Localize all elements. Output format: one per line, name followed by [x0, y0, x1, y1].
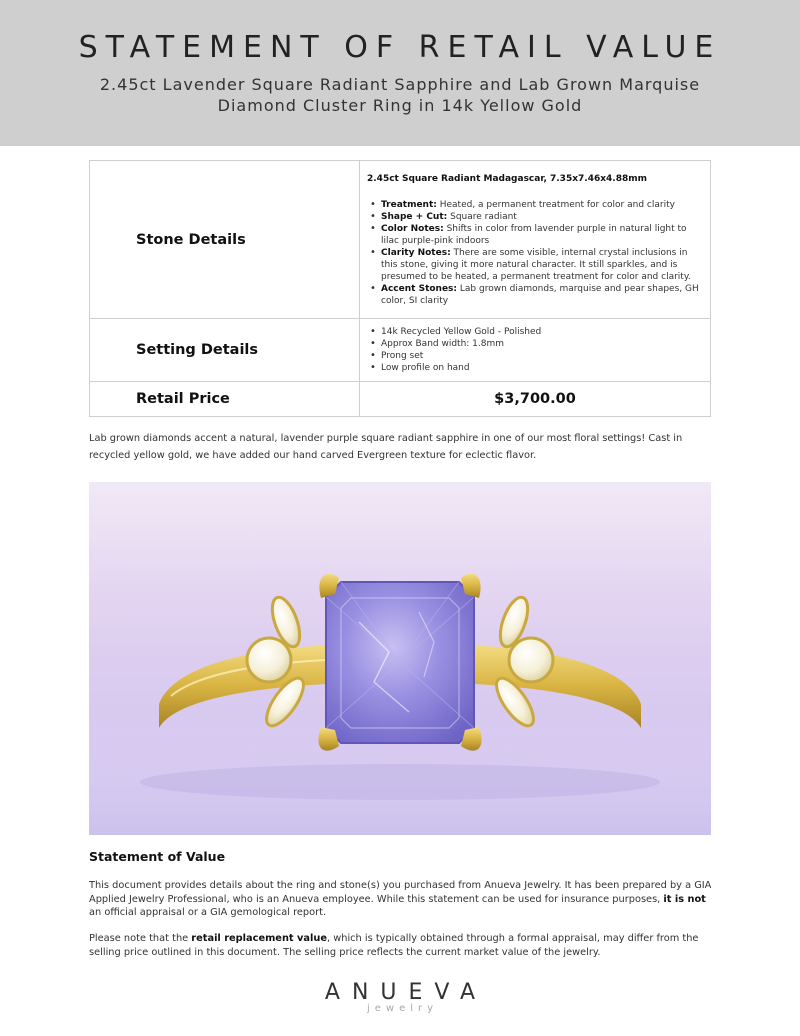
brand-subtitle: jewelry — [366, 1003, 439, 1014]
product-description: Lab grown diamonds accent a natural, lavender purple square radiant sapphire in one of our most floral settings! Cast in recycled yellow gold, we have added our hand carved Evergreen texture for eclectic flavor. — [89, 433, 683, 461]
list-item: • Accent Stones: Lab grown diamonds, marquise and pear shapes, GH color, SI clarity — [367, 283, 702, 307]
list-item: • Prong set — [367, 350, 702, 362]
list-item: • 14k Recycled Yellow Gold - Polished — [367, 326, 702, 338]
ring-photo — [89, 482, 711, 835]
setting-details-content — [360, 319, 711, 382]
retail-price-label: Retail Price — [90, 382, 360, 417]
retail-price-value: $3,700.00 — [360, 382, 711, 417]
stone-details-list — [367, 199, 702, 307]
setting-details-row — [90, 319, 711, 382]
statement-of-value-title: Statement of Value — [89, 849, 226, 864]
list-item: • Clarity Notes: There are some visible, internal crystal inclusions in this stone, giving it more natural character. It still sparkles, and is presumed to be heated, a permanent treatment for color and clarity. — [367, 247, 702, 283]
statement-paragraph-1: This document provides details about the ring and stone(s) you purchased from Anueva Jewelry. It has been prepared by a GIA Applied Jewelry Professional, who is an Anueva employee. While this statement can be used for insurance purposes, it is not an official appraisal or a GIA gemological report. — [89, 880, 712, 918]
statement-paragraph-2: Please note that the retail replacement value, which is typically obtained through a formal appraisal, may differ from the selling price outlined in this document. The selling price reflects the current market value of the jewelry. — [89, 933, 699, 958]
product-subtitle: 2.45ct Lavender Square Radiant Sapphire and Lab Grown Marquise Diamond Cluster Ring in 14k Yellow Gold — [99, 75, 701, 115]
header-banner — [0, 0, 800, 146]
stone-details-content — [360, 161, 711, 319]
stone-details-row — [90, 161, 711, 319]
ring-illustration — [89, 482, 711, 835]
retail-price-row — [90, 382, 711, 417]
list-item: • Treatment: Heated, a permanent treatment for color and clarity — [367, 199, 702, 211]
stone-heading: 2.45ct Square Radiant Madagascar, 7.35x7.46x4.88mm — [367, 173, 647, 184]
stone-details-label: Stone Details — [90, 161, 360, 319]
document-title: STATEMENT OF RETAIL VALUE — [78, 30, 722, 65]
list-item: • Approx Band width: 1.8mm — [367, 338, 702, 350]
details-table — [89, 160, 711, 417]
list-item: • Low profile on hand — [367, 362, 702, 374]
list-item: • Shape + Cut: Square radiant — [367, 211, 702, 223]
setting-details-label: Setting Details — [90, 319, 360, 382]
setting-details-list — [367, 326, 702, 374]
list-item: • Color Notes: Shifts in color from lavender purple in natural light to lilac purple-pink indoors — [367, 223, 702, 247]
brand-logo — [0, 980, 800, 1014]
brand-name: ANUEVA — [324, 980, 488, 1005]
